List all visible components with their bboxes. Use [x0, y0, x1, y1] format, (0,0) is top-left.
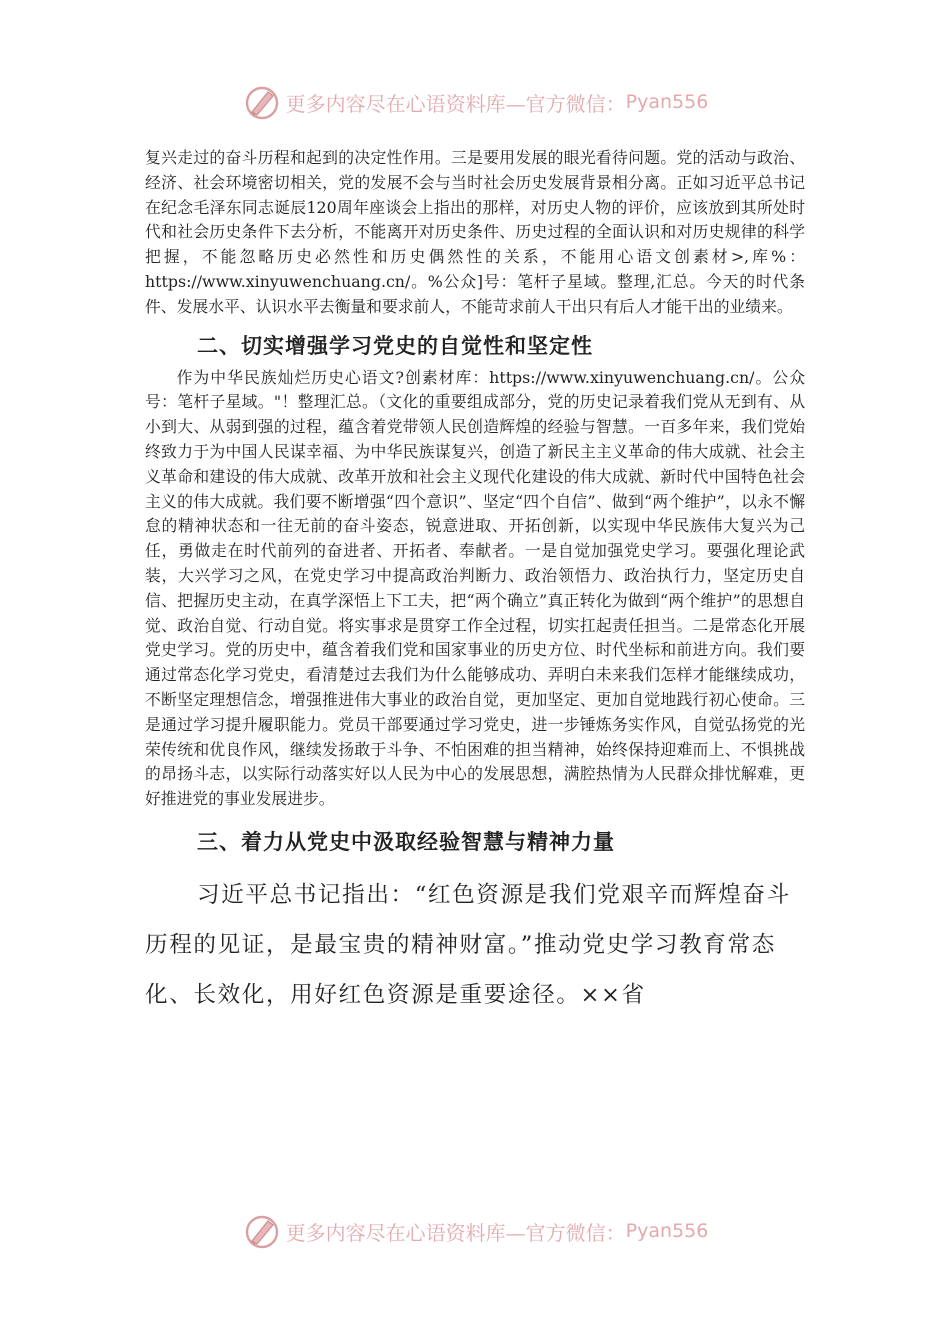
- section-heading-2: 二、切实增强学习党史的自觉性和坚定性: [197, 332, 593, 358]
- pen-circle-logo-icon: [242, 1211, 282, 1251]
- watermark-text: 更多内容尽在心语资料库—官方微信：: [285, 91, 626, 116]
- pen-circle-logo-icon: [242, 82, 282, 122]
- watermark-text: 更多内容尽在心语资料库—官方微信：: [285, 1220, 626, 1245]
- paragraph-3: 习近平总书记指出：“红色资源是我们党艰辛而辉煌奋斗历程的见证，是最宝贵的精神财富。”推动党史学习教育常态化、长效化，用好红色资源是重要途径。××省: [145, 881, 791, 1008]
- paragraph-2: 作为中华民族灿烂历史心语文?创素材库：https://www.xinyuwenchuang.cn/。公众号：笔杆子星域。"！整理汇总。（文化的重要组成部分，党的历史记录着我们党从无到有、从小到大、从弱到强的过程，蕴含着党带领人民创造辉煌的经验与智慧。一百多年来，我们党始终致力于为中国人民谋幸福、为中华民族谋复兴，创造了新民主主义革命的伟大成就、社会主义革命和建设的伟大成就、改革开放和社会主义现代化建设的伟大成就、新时代中国特色社会主义的伟大成就。我们要不断增强“四个意识”、坚定“四个自信”、做到“两个维护”，以永不懈怠的精神状态和一往无前的奋斗姿态，锐意进取、开拓创新，以实现中华民族伟大复兴为己任，勇做走在时代前列的奋进者、开拓者、奉献者。一是自觉加强党史学习。要强化理论武装，大兴学习之风，在党史学习中提高政治判断力、政治领悟力、政治执行力，坚定历史自信、把握历史主动，在真学深悟上下工夫，把“两个确立”真正转化为做到“两个维护”的思想自觉、政治自觉、行动自觉。将实事求是贯穿工作全过程，切实扛起责任担当。二是常态化开展党史学习。党的历史中，蕴含着我们党和国家事业的历史方位、时代坐标和前进方向。我们要通过常态化学习党史，看清楚过去我们为什么能够成功、弄明白未来我们怎样才能继续成功，不断坚定理想信念，增强推进伟大事业的政治自觉，更加坚定、更加自觉地践行初心使命。三是通过学习提升履职能力。党员干部要通过学习党史，进一步锤炼务实作风，自觉弘扬党的光荣传统和优良作风，继续发扬敢于斗争、不怕困难的担当精神，始终保持迎难而上、不惧挑战的昂扬斗志，以实际行动落实好以人民为中心的发展思想，满腔热情为人民群众排忧解难，更好推进党的事业发展进步。: [145, 367, 805, 809]
- section-heading-3: 三、着力从党史中汲取经验智慧与精神力量: [197, 828, 615, 854]
- paragraph-1: 复兴走过的奋斗历程和起到的决定性作用。三是要用发展的眼光看待问题。党的活动与政治、经济、社会环境密切相关，党的发展不会与当时社会历史发展背景相分离。正如习近平总书记在纪念毛泽东同志诞辰120周年座谈会上指出的那样，对历史人物的评价，应该放到其所处时代和社会历史条件下去分析，不能离开对历史条件、历史过程的全面认识和对历史规律的科学把握，不能忽略历史必然性和历史偶然性的关系，不能用心语文创素材>,库%：https://www.xinyuwenchuang.cn/。%公众]号：笔杆子星域。整理,汇总。今天的时代条件、发展水平、认识水平去衡量和要求前人，不能苛求前人干出只有后人才能干出的业绩来。: [145, 148, 805, 316]
- watermark-wechat-id: Pyan556: [625, 91, 709, 113]
- document-body: [145, 146, 805, 1020]
- watermark-banner-top: [0, 80, 950, 124]
- watermark-wechat-id: Pyan556: [625, 1220, 709, 1242]
- watermark-banner-bottom: [0, 1209, 950, 1253]
